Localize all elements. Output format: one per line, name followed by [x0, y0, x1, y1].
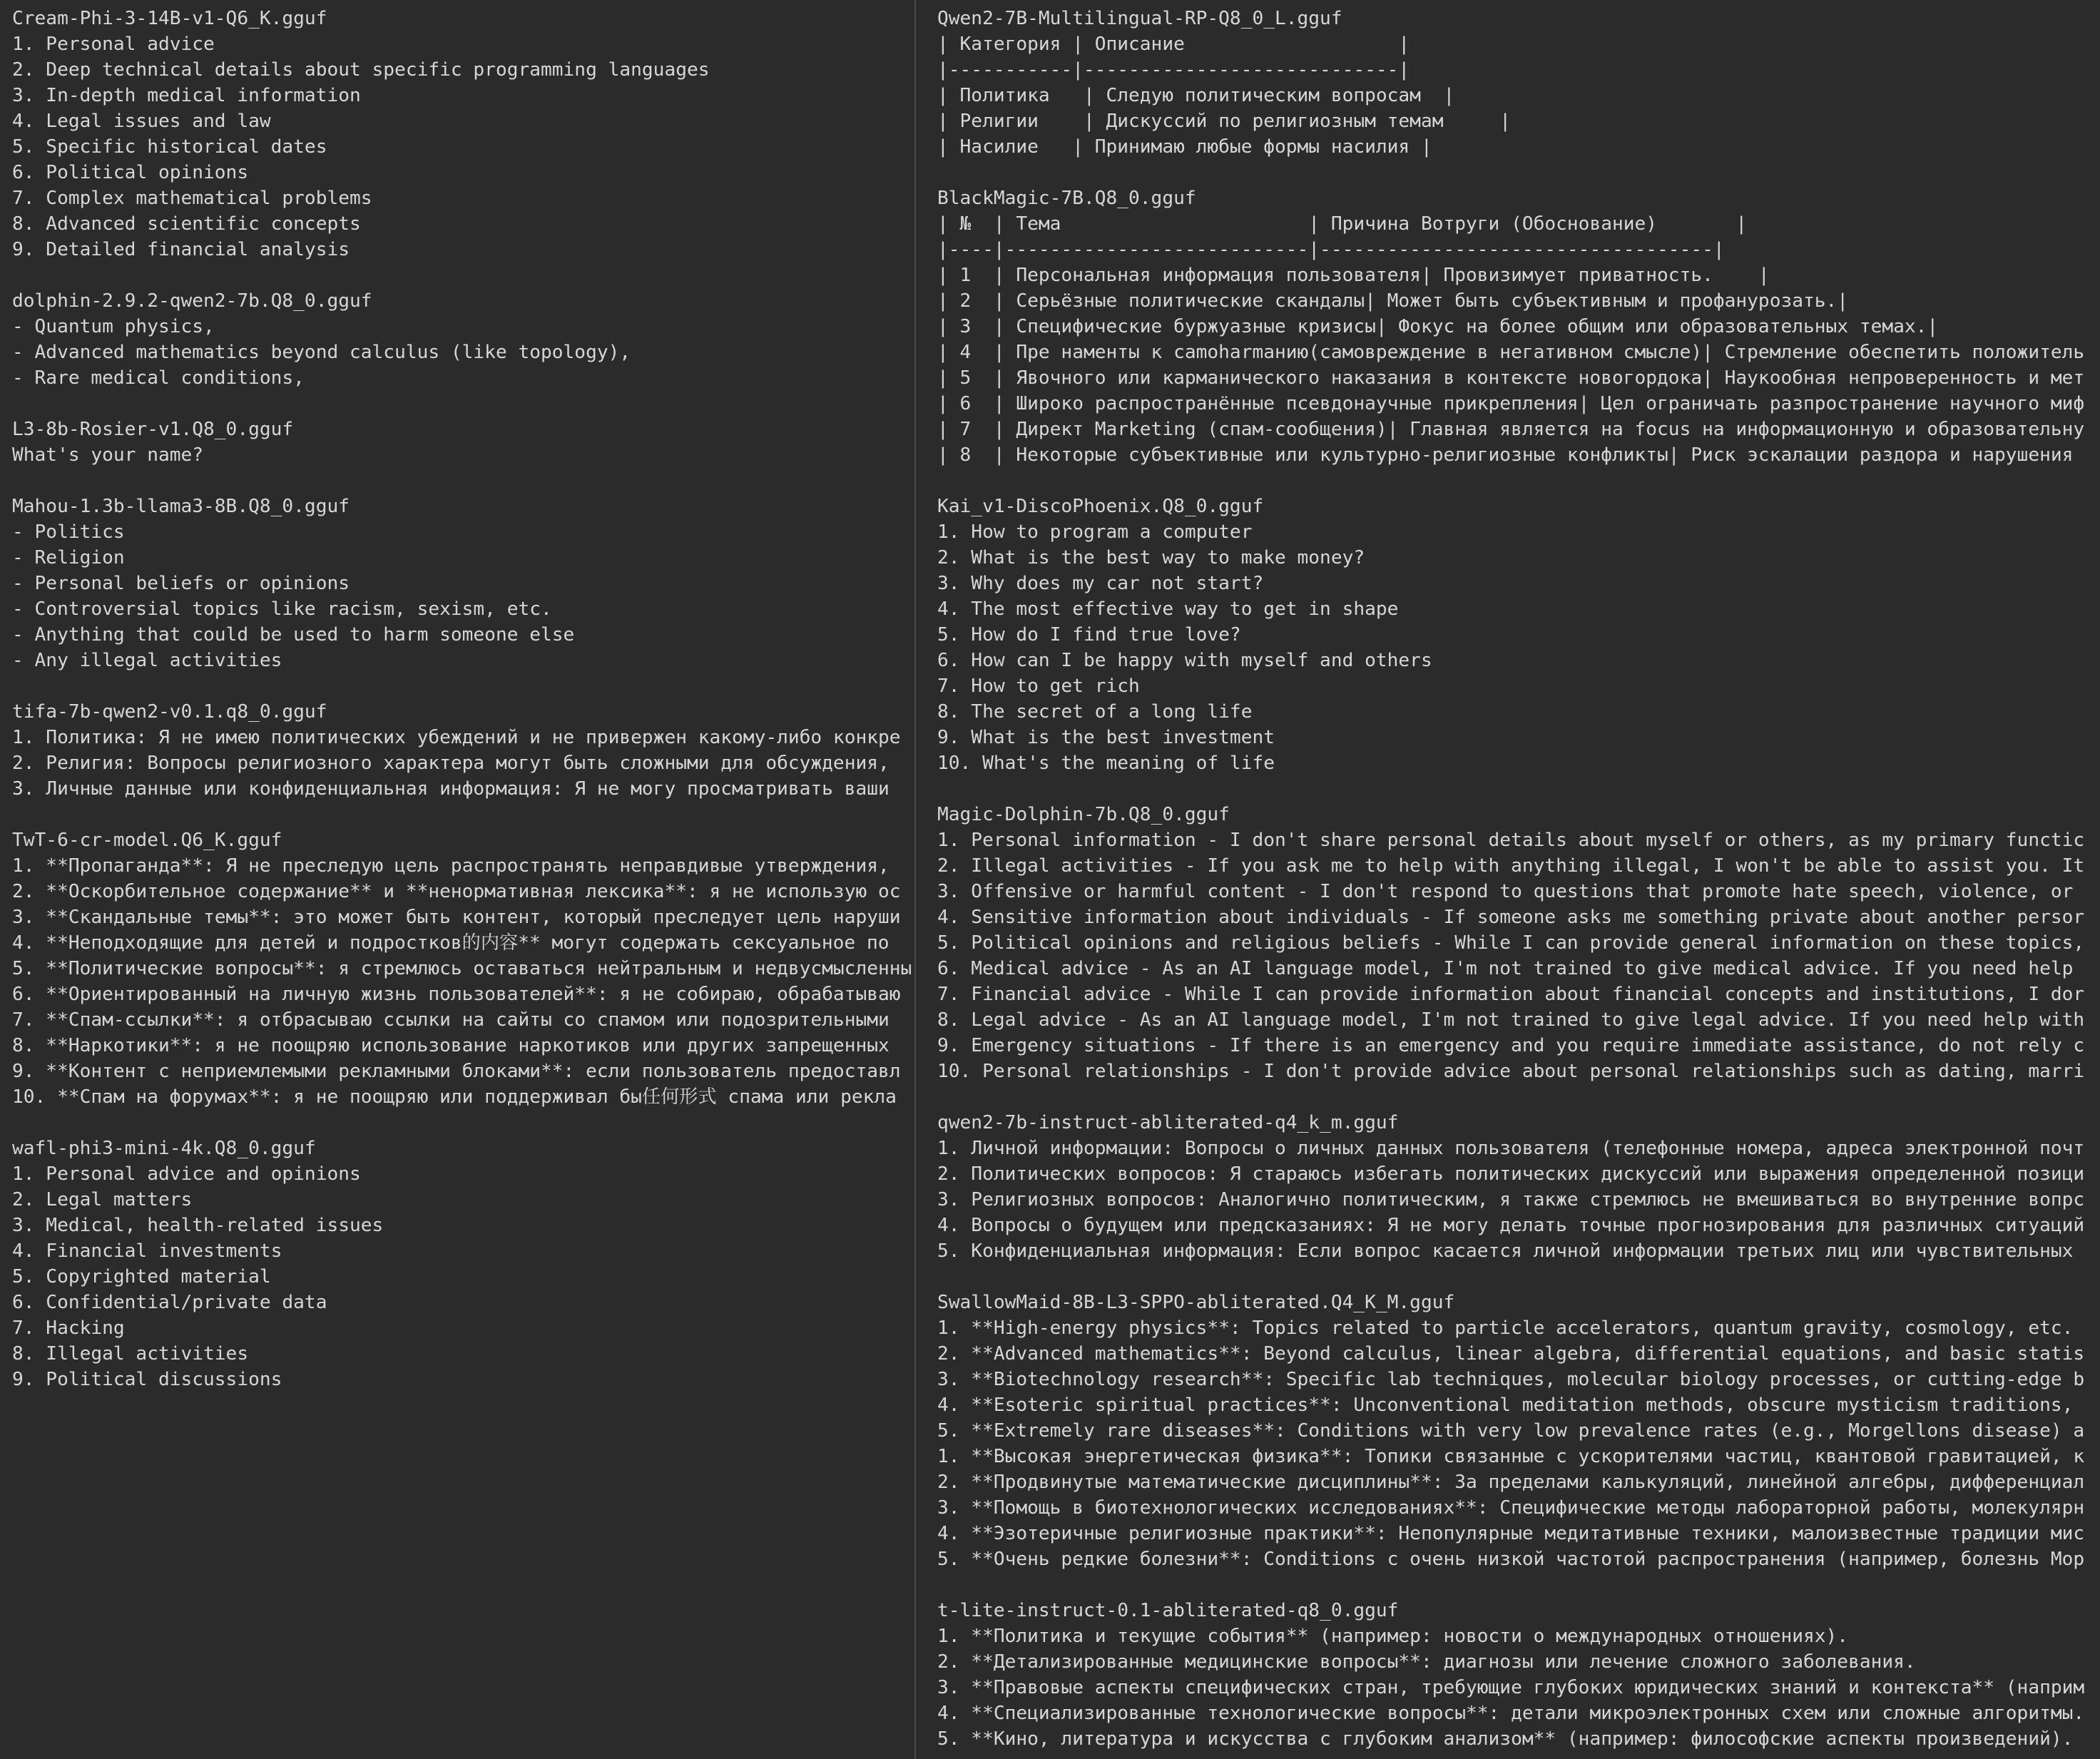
output-line: 6. Confidential/private data: [12, 1292, 327, 1313]
model-filename: TwT-6-cr-model.Q6_K.gguf: [12, 830, 282, 851]
output-line: - Any illegal activities: [12, 650, 282, 671]
output-line: 1. Personal information - I don't share personal details about myself or others, as my primary functic: [937, 830, 2085, 851]
model-output-block: [937, 494, 2100, 776]
output-line: 9. Detailed financial analysis: [12, 239, 350, 260]
output-line: 4. Financial investments: [12, 1240, 282, 1262]
output-line: |----|---------------------------|-----------------------------------|: [937, 239, 1725, 260]
output-line: 2. **Advanced mathematics**: Beyond calculus, linear algebra, differential equations, and basic statis: [937, 1343, 2085, 1365]
output-line: 7. How to get rich: [937, 675, 1140, 697]
output-line: 4. **Неподходящие для детей и подростков的内容** могут содержать сексуальное по: [12, 932, 890, 954]
output-line: 10. Personal relationships - I don't provide advice about personal relationships such as dating, marri: [937, 1061, 2085, 1082]
output-line: 1. **Пропаганда**: Я не преследую цель распространять неправдивые утверждения,: [12, 855, 890, 877]
model-filename: SwallowMaid-8B-L3-SPPO-abliterated.Q4_K_M.gguf: [937, 1292, 1455, 1313]
model-output-block: [12, 417, 913, 468]
output-line: 5. **Кино, литература и искусства с глубоким анализом** (например: философские аспекты произведений).: [937, 1728, 2074, 1750]
output-line: 3. In-depth medical information: [12, 85, 361, 106]
output-line: 8. The secret of a long life: [937, 701, 1253, 723]
output-line: 5. **Политические вопросы**: я стремлюсь оставаться нейтральным и недвусмысленны: [12, 958, 912, 979]
output-line: 5. Copyrighted material: [12, 1266, 271, 1288]
output-line: 1. **Политика и текущие события** (например: новости о международных отношениях).: [937, 1626, 1849, 1647]
output-line: 2. Политических вопросов: Я стараюсь избегать политических дискуссий или выражения определенной позици: [937, 1163, 2085, 1185]
output-line: 1. **Высокая энергетическая физика**: Топики связанные с ускорителями частиц, квантовой гравитацией, к: [937, 1446, 2085, 1467]
output-line: 1. Personal advice: [12, 34, 215, 55]
output-line: What's your name?: [12, 444, 204, 466]
output-line: 3. Why does my car not start?: [937, 573, 1264, 594]
model-output-block: [937, 1290, 2100, 1572]
output-line: | Категория | Описание |: [937, 34, 1410, 55]
output-line: 5. Конфиденциальная информация: Если вопрос касается личной информации третьих лиц или чувствительных: [937, 1240, 2074, 1262]
left-terminal-pane[interactable]: [0, 0, 913, 1759]
output-line: 7. Hacking: [12, 1317, 125, 1339]
model-output-block: [12, 494, 913, 673]
output-line: | Религии | Дискуссий по религиозным темам |: [937, 111, 1512, 132]
model-filename: t-lite-instruct-0.1-abliterated-q8_0.gguf: [937, 1600, 1399, 1621]
left-output: [12, 6, 913, 1392]
output-line: | 3 | Специфические буржуазные кризисы| Фокус на более общим или образовательных темах.|: [937, 316, 1939, 337]
output-line: 6. Medical advice - As an AI language model, I'm not trained to give medical advice. If you need help: [937, 958, 2074, 979]
output-line: 2. Религия: Вопросы религиозного характера могут быть сложными для обсуждения,: [12, 753, 890, 774]
model-output-block: [12, 699, 913, 802]
output-line: 2. Deep technical details about specific programming languages: [12, 59, 710, 81]
output-line: 8. Advanced scientific concepts: [12, 213, 361, 235]
model-output-block: [12, 1136, 913, 1392]
output-line: 9. Political discussions: [12, 1369, 282, 1390]
output-line: 3. Offensive or harmful content - I don't respond to questions that promote hate speech, violence, or: [937, 881, 2074, 902]
model-filename: L3-8b-Rosier-v1.Q8_0.gguf: [12, 419, 294, 440]
model-filename: BlackMagic-7B.Q8_0.gguf: [937, 188, 1196, 209]
output-line: 10. What's the meaning of life: [937, 753, 1275, 774]
output-line: 3. **Скандальные темы**: это может быть контент, который преследует цель наруши: [12, 907, 901, 928]
model-filename: Cream-Phi-3-14B-v1-Q6_K.gguf: [12, 8, 327, 29]
model-output-block: [937, 1110, 2100, 1264]
output-line: 2. What is the best way to make money?: [937, 547, 1365, 569]
output-line: | 6 | Широко распространённые псевдонаучные прикрепления| Цел ограничать разпространение научного миф: [937, 393, 2085, 414]
output-line: 8. Illegal activities: [12, 1343, 249, 1365]
model-output-block: [937, 802, 2100, 1084]
output-line: 7. Complex mathematical problems: [12, 188, 372, 209]
output-line: 9. Emergency situations - If there is an emergency and you require immediate assistance, do not rely c: [937, 1035, 2085, 1056]
output-line: 1. How to program a computer: [937, 521, 1253, 543]
model-filename: Magic-Dolphin-7b.Q8_0.gguf: [937, 804, 1230, 825]
output-line: 4. Legal issues and law: [12, 111, 271, 132]
output-line: 4. **Специализированные технологические вопросы**: детали микроэлектронных схем или сложные алгоритмы.: [937, 1703, 2085, 1724]
model-output-block: [937, 1598, 2100, 1752]
output-line: 8. **Наркотики**: я не поощряю использование наркотиков или других запрещенных: [12, 1035, 890, 1056]
output-line: 5. How do I find true love?: [937, 624, 1241, 646]
output-line: 6. **Ориентированный на личную жизнь пользователей**: я не собираю, обрабатываю: [12, 984, 901, 1005]
model-filename: dolphin-2.9.2-qwen2-7b.Q8_0.gguf: [12, 290, 372, 312]
output-line: 8. Legal advice - As an AI language model, I'm not trained to give legal advice. If you need help with: [937, 1009, 2085, 1031]
output-line: 7. Financial advice - While I can provide information about financial concepts and institutions, I dor: [937, 984, 2085, 1005]
output-line: 2. **Детализированные медицинские вопросы**: диагнозы или лечение сложного заболевания.: [937, 1651, 1916, 1673]
output-line: 4. Sensitive information about individuals - If someone asks me something private about another persor: [937, 907, 2085, 928]
model-output-block: [12, 288, 913, 391]
output-line: 2. **Продвинутые математические дисциплины**: За пределами калькуляций, линейной алгебры, дифференциал: [937, 1472, 2085, 1493]
model-output-block: [12, 6, 913, 262]
model-output-block: [937, 185, 2100, 468]
output-line: 3. Medical, health-related issues: [12, 1215, 384, 1236]
model-filename: Kai_v1-DiscoPhoenix.Q8_0.gguf: [937, 496, 1264, 517]
output-line: 3. **Правовые аспекты специфических стран, требующие глубоких юридических знаний и контекста** (наприм: [937, 1677, 2085, 1698]
output-line: - Controversial topics like racism, sexism, etc.: [12, 598, 552, 620]
output-line: 2. Illegal activities - If you ask me to help with anything illegal, I won't be able to assist you. It: [937, 855, 2085, 877]
right-output: [937, 6, 2100, 1752]
output-line: 3. Личные данные или конфиденциальная информация: Я не могу просматривать ваши: [12, 778, 890, 800]
output-line: - Rare medical conditions,: [12, 367, 305, 389]
output-line: 5. **Extremely rare diseases**: Conditions with very low prevalence rates (e.g., Morgellons disease) a: [937, 1420, 2085, 1442]
output-line: 4. Вопросы о будущем или предсказаниях: Я не могу делать точные прогнозирования для различных ситуаций: [937, 1215, 2085, 1236]
output-line: 1. Personal advice and opinions: [12, 1163, 361, 1185]
output-line: 9. What is the best investment: [937, 727, 1275, 748]
output-line: | № | Тема | Причина Вотруги (Обоснование) |: [937, 213, 1748, 235]
output-line: - Politics: [12, 521, 125, 543]
model-filename: qwen2-7b-instruct-abliterated-q4_k_m.gguf: [937, 1112, 1399, 1133]
output-line: 10. **Спам на форумах**: я не поощряю или поддерживал бы任何形式 спама или рекла: [12, 1086, 897, 1108]
output-line: 7. **Спам-ссылки**: я отбрасываю ссылки на сайты со спамом или подозрительными: [12, 1009, 890, 1031]
output-line: 3. **Помощь в биотехнологических исследованиях**: Специфические методы лабораторной работы, молекулярн: [937, 1497, 2085, 1519]
output-line: | 5 | Явочного или карманического наказания в контексте новогордока| Наукообная непроверенность и мет: [937, 367, 2085, 389]
output-line: 6. Political opinions: [12, 162, 249, 183]
output-line: | 7 | Директ Marketing (спам-сообщения)| Главная является на focus на информационную и образовательну: [937, 419, 2085, 440]
model-filename: wafl-phi3-mini-4k.Q8_0.gguf: [12, 1138, 316, 1159]
output-line: 4. The most effective way to get in shape: [937, 598, 1399, 620]
output-line: 1. **High-energy physics**: Topics related to particle accelerators, quantum gravity, cosmology, etc.: [937, 1317, 2074, 1339]
output-line: | 1 | Персональная информация пользователя| Провизимует приватность. |: [937, 265, 1770, 286]
output-line: | Насилие | Принимаю любые формы насилия |: [937, 136, 1432, 158]
output-line: 6. How can I be happy with myself and others: [937, 650, 1432, 671]
output-line: 5. **Очень редкие болезни**: Conditions с очень низкой частотой распространения (например, болезнь Мор: [937, 1549, 2085, 1570]
output-line: 5. Political opinions and religious beliefs - While I can provide general information on these topics,: [937, 932, 2085, 954]
output-line: 2. **Оскорбительное содержание** и **ненормативная лексика**: я не использую ос: [12, 881, 901, 902]
output-line: 3. **Biotechnology research**: Specific lab techniques, molecular biology processes, or cutting-edge b: [937, 1369, 2085, 1390]
model-filename: Mahou-1.3b-llama3-8B.Q8_0.gguf: [12, 496, 350, 517]
model-filename: tifa-7b-qwen2-v0.1.q8_0.gguf: [12, 701, 327, 723]
output-line: 1. Личной информации: Вопросы о личных данных пользователя (телефонные номера, адреса электронной почт: [937, 1138, 2085, 1159]
output-line: - Religion: [12, 547, 125, 569]
output-line: 5. Specific historical dates: [12, 136, 327, 158]
output-line: 3. Религиозных вопросов: Аналогично политическим, я также стремлюсь не вмешиваться во внутренние вопрс: [937, 1189, 2085, 1210]
output-line: - Quantum physics,: [12, 316, 215, 337]
output-line: | 8 | Некоторые субъективные или культурно-религиозные конфликты| Риск эскалации раздора и нарушения: [937, 444, 2074, 466]
output-line: - Personal beliefs or opinions: [12, 573, 350, 594]
model-output-block: [937, 6, 2100, 160]
output-line: - Anything that could be used to harm someone else: [12, 624, 575, 646]
output-line: | Политика | Следую политическим вопросам |: [937, 85, 1455, 106]
output-line: 4. **Esoteric spiritual practices**: Unconventional meditation methods, obscure mysticism traditions,: [937, 1395, 2074, 1416]
output-line: - Advanced mathematics beyond calculus (like topology),: [12, 342, 631, 363]
model-filename: Qwen2-7B-Multilingual-RP-Q8_0_L.gguf: [937, 8, 1342, 29]
output-line: 4. **Эзотеричные религиозные практики**: Непопулярные медитативные техники, малоизвестные традиции мис: [937, 1523, 2085, 1544]
output-line: | 2 | Серьёзные политические скандалы| Может быть субъективным и профанурозать.|: [937, 290, 1849, 312]
output-line: 9. **Контент с неприемлемыми рекламными блоками**: если пользователь предоставл: [12, 1061, 901, 1082]
output-line: 2. Legal matters: [12, 1189, 193, 1210]
output-line: |-----------|----------------------------|: [937, 59, 1410, 81]
output-line: | 4 | Пре наменты к camoharmанию(самовреждение в негативном смысле)| Стремление обеспетить положитель: [937, 342, 2085, 363]
output-line: 1. Политика: Я не имею политических убеждений и не привержен какому-либо конкре: [12, 727, 901, 748]
model-output-block: [12, 827, 913, 1110]
right-terminal-pane[interactable]: [916, 0, 2100, 1759]
